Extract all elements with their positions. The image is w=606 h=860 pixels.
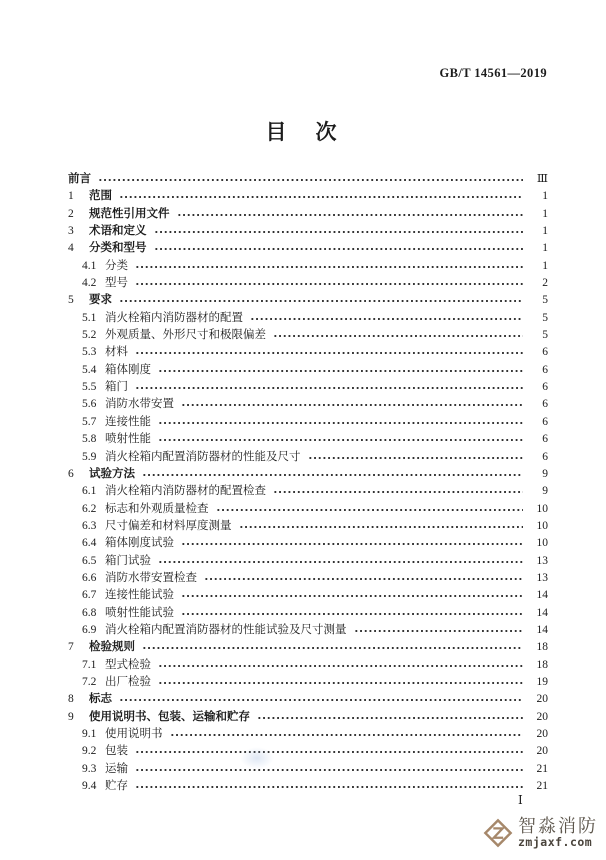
toc-entry-page: 21 [536,780,548,793]
toc-entry-number: 6.9 [82,623,97,636]
toc-entry-title: 箱体刚度试验 [105,537,174,550]
toc-dot-leader [135,351,523,355]
toc-dot-leader [257,716,523,720]
toc-entry-title: 连接性能试验 [105,589,174,602]
toc-entry [66,726,548,743]
toc-entry-number: 5.5 [82,381,97,394]
toc-dot-leader [181,612,523,616]
toc-entry-page: 9 [542,485,548,498]
toc-entry [66,743,548,760]
toc-dot-leader [216,508,524,512]
toc-entry [66,258,548,275]
toc-entry-number: 4.1 [82,259,97,272]
toc-entry-title: 箱体刚度 [105,363,151,376]
toc-entry [66,657,548,674]
toc-entry-number: 9 [68,710,74,723]
toc-entry [66,206,548,223]
toc-entry [66,379,548,396]
toc-entry [66,240,548,257]
toc-entry-title: 包装 [105,745,128,758]
toc-entry-number: 1 [68,190,74,203]
toc-entry [66,709,548,726]
watermark-brand-name: 智淼消防 [518,816,598,836]
toc-entry-page: 20 [536,745,548,758]
toc-dot-leader [119,698,523,702]
watermark-text [518,817,598,849]
toc-dot-leader [158,681,523,685]
toc-entry-number: 9.3 [82,762,97,775]
toc-entry [66,344,548,361]
toc-entry-number: 5.3 [82,346,97,359]
toc-entry [66,605,548,622]
toc-entry [66,414,548,431]
toc-entry-number: 7.2 [82,675,97,688]
toc-entry-page: 20 [536,728,548,740]
toc-entry-title: 尺寸偏差和材料厚度测量 [105,519,232,532]
toc-entry-page: 13 [536,571,548,584]
toc-entry-title: 喷射性能试验 [105,606,174,619]
toc-entry [66,553,548,570]
toc-entry [66,275,548,292]
toc-dot-leader [273,334,523,338]
toc-entry [66,639,548,656]
toc-dot-leader [135,750,523,754]
toc-dot-leader [181,594,523,598]
toc-dot-leader [119,195,523,199]
toc-entry-title: 连接性能 [105,415,151,428]
toc-entry-title: 外观质量、外形尺寸和极限偏差 [105,329,266,342]
toc-entry-page: 5 [542,329,548,342]
toc-entry-page: 6 [542,363,548,376]
toc-entry [66,691,548,708]
toc-entry-page: 5 [542,311,548,324]
toc-entry-page: 19 [536,675,548,688]
toc-entry-title: 前言 [68,173,91,185]
toc-dot-leader [273,490,523,494]
toc-entry-page: 1 [542,207,548,220]
toc-entry-title: 标志 [89,693,112,706]
toc-entry-title: 消防水带安置检查 [105,571,197,584]
toc-entry-page: 1 [542,190,548,203]
diamond-z-logo-icon [483,818,513,848]
toc-entry-page: 6 [542,450,548,463]
toc-entry-title: 范围 [89,190,112,203]
table-of-contents [66,171,548,795]
toc-entry [66,622,548,639]
toc-entry-page: 14 [536,623,548,636]
toc-entry-page: 10 [536,519,548,532]
toc-entry-title: 消火栓箱内消防器材的配置检查 [105,485,266,498]
toc-entry-title: 分类 [105,259,128,272]
toc-entry [66,483,548,500]
toc-entry-page: 18 [536,641,548,654]
toc-entry-number: 6.1 [82,485,97,498]
toc-entry-page: 14 [536,589,548,602]
toc-entry-page: 6 [542,398,548,411]
toc-entry-number: 6.7 [82,589,97,602]
toc-entry-page: 6 [542,346,548,359]
toc-entry-number: 5.7 [82,415,97,428]
toc-dot-leader [135,282,523,286]
toc-entry-number: 5.9 [82,450,97,463]
toc-entry-number: 5.8 [82,433,97,446]
toc-entry-number: 6.8 [82,606,97,619]
toc-dot-leader [135,768,523,772]
page-number: Ⅰ [518,793,523,807]
toc-entry-number: 9.2 [82,745,97,758]
toc-entry-number: 3 [68,225,74,238]
toc-entry [66,431,548,448]
toc-entry-page: 1 [542,225,548,238]
toc-entry-number: 8 [68,693,74,706]
toc-entry [66,171,548,188]
toc-entry-title: 术语和定义 [89,225,147,238]
toc-entry-page: 1 [542,242,548,255]
toc-entry-title: 运输 [105,762,128,775]
toc-entry [66,518,548,535]
toc-entry-page: 10 [536,537,548,550]
toc-entry-page: 6 [542,415,548,428]
toc-entry [66,223,548,240]
standard-number: GB/T 14561—2019 [439,66,547,80]
toc-dot-leader [170,733,524,737]
toc-entry-number: 7 [68,641,74,654]
toc-entry-title: 分类和型号 [89,242,147,255]
toc-entry-title: 消火栓箱内配置消防器材的性能试验及尺寸测量 [105,623,347,636]
toc-entry-title: 型号 [105,277,128,290]
toc-entry-page: 20 [536,693,548,706]
toc-entry-title: 喷射性能 [105,433,151,446]
toc-dot-leader [177,213,524,217]
toc-entry-number: 6.3 [82,519,97,532]
toc-dot-leader [158,369,523,373]
toc-entry-title: 试验方法 [89,467,135,480]
toc-entry-page: 1 [542,259,548,272]
toc-entry-page: 20 [536,710,548,723]
toc-entry-page: 21 [536,762,548,775]
toc-entry-page: 2 [542,277,548,290]
toc-entry [66,188,548,205]
toc-entry [66,570,548,587]
toc-entry [66,501,548,518]
toc-entry [66,761,548,778]
toc-dot-leader [204,577,523,581]
toc-entry-number: 9.4 [82,780,97,793]
toc-entry [66,310,548,327]
toc-dot-leader [158,421,523,425]
toc-dot-leader [142,646,523,650]
toc-dot-leader [154,247,524,251]
toc-dot-leader [308,456,524,460]
toc-dot-leader [142,473,523,477]
toc-entry [66,292,548,309]
toc-dot-leader [158,438,523,442]
toc-entry-number: 5 [68,294,74,307]
toc-entry-number: 6 [68,467,74,480]
toc-entry-number: 9.1 [82,728,97,740]
toc-entry-title: 箱门 [105,381,128,394]
toc-dot-leader [158,664,523,668]
toc-entry-title: 箱门试验 [105,554,151,567]
toc-dot-leader [98,178,523,182]
toc-entry-page: 13 [536,554,548,567]
toc-entry-number: 7.1 [82,658,97,671]
toc-entry-number: 6.2 [82,502,97,515]
toc-entry-number: 4 [68,242,74,255]
toc-dot-leader [181,403,523,407]
toc-dot-leader [154,230,524,234]
toc-entry-title: 消防水带安置 [105,398,174,411]
page-title: 目 次 [265,121,341,144]
toc-entry [66,535,548,552]
toc-entry-number: 5.2 [82,329,97,342]
toc-entry-number: 5.1 [82,311,97,324]
toc-dot-leader [135,785,523,789]
toc-entry-title: 出厂检验 [105,675,151,688]
toc-dot-leader [158,560,523,564]
toc-entry-title: 消火栓箱内配置消防器材的性能及尺寸 [105,450,301,463]
toc-entry-number: 6.4 [82,537,97,550]
toc-entry-title: 规范性引用文件 [89,207,170,220]
toc-entry [66,466,548,483]
toc-entry-number: 4.2 [82,277,97,290]
toc-dot-leader [135,265,523,269]
toc-entry-page: 14 [536,606,548,619]
toc-entry-title: 使用说明书 [105,728,163,740]
toc-entry-number: 6.6 [82,571,97,584]
toc-entry-page: 18 [536,658,548,671]
watermark-website: zmjaxf.com [518,835,593,849]
toc-entry-page: Ⅲ [536,173,548,185]
toc-entry-title: 检验规则 [89,641,135,654]
toc-entry-page: 9 [542,467,548,480]
toc-entry [66,778,548,795]
toc-entry-page: 6 [542,381,548,394]
toc-entry-page: 5 [542,294,548,307]
toc-dot-leader [354,629,524,633]
toc-entry-number: 5.4 [82,363,97,376]
toc-entry [66,362,548,379]
toc-entry-title: 材料 [105,346,128,359]
toc-dot-leader [250,317,523,321]
toc-entry [66,674,548,691]
toc-entry [66,587,548,604]
toc-dot-leader [135,386,523,390]
toc-entry-page: 6 [542,433,548,446]
toc-dot-leader [239,525,524,529]
toc-entry-title: 型式检验 [105,658,151,671]
toc-entry-title: 要求 [89,294,112,307]
toc-entry-title: 消火栓箱内消防器材的配置 [105,311,243,324]
toc-dot-leader [119,299,523,303]
toc-entry-page: 10 [536,502,548,515]
toc-entry [66,449,548,466]
watermark [483,817,598,849]
toc-entry [66,396,548,413]
toc-dot-leader [181,542,523,546]
toc-entry-title: 贮存 [105,780,128,793]
toc-entry-number: 5.6 [82,398,97,411]
toc-entry [66,327,548,344]
toc-entry-number: 2 [68,207,74,220]
toc-entry-title: 使用说明书、包装、运输和贮存 [89,710,250,723]
toc-entry-number: 6.5 [82,554,97,567]
toc-entry-title: 标志和外观质量检查 [105,502,209,515]
